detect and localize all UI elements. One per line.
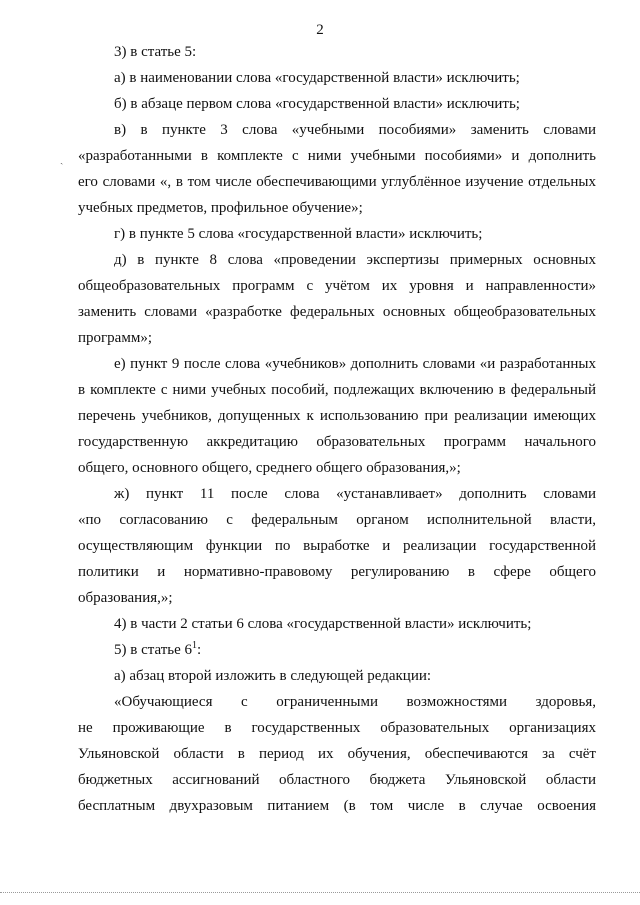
text-line: заменить словами «разработке федеральных основных общеобразовательных <box>78 304 596 320</box>
text-line: б) в абзаце первом слова «государственной власти» исключить; <box>114 96 520 112</box>
text-line: в) в пункте 3 слова «учебными пособиями» заменить словами <box>114 122 596 138</box>
text-line: образования,»; <box>78 590 173 606</box>
text-line: а) в наименовании слова «государственной власти» исключить; <box>114 70 520 86</box>
page-number: 2 <box>316 22 324 38</box>
text-line: «по согласованию с федеральным органом исполнительной власти, <box>78 512 596 528</box>
text-line: 4) в части 2 статьи 6 слова «государственной власти» исключить; <box>114 616 532 632</box>
text-line: программ»; <box>78 330 152 346</box>
margin-mark: ˎ <box>60 154 64 165</box>
text-line: учебных предметов, профильное обучение»; <box>78 200 363 216</box>
text-line: д) в пункте 8 слова «проведении экспертизы примерных основных <box>114 252 596 268</box>
text-line: политики и нормативно-правовому регулированию в сфере общего <box>78 564 596 580</box>
text-line: бюджетных ассигнований областного бюджета Ульяновской области <box>78 772 596 788</box>
text-line <box>78 637 596 663</box>
text-line: общего, основного общего, среднего общего образования,»; <box>78 460 461 476</box>
text-line: осуществляющим функции по выработке и реализации государственной <box>78 538 596 554</box>
superscript: 1 <box>192 640 198 651</box>
text-line: «Обучающиеся с ограниченными возможностями здоровья, <box>114 694 596 710</box>
text-line: бесплатным двухразовым питанием (в том числе в случае освоения <box>78 798 596 814</box>
footer-rule <box>0 892 640 893</box>
text-line: 3) в статье 5: <box>114 44 197 60</box>
text-line: ж) пункт 11 после слова «устанавливает» дополнить словами <box>114 486 596 502</box>
document-body <box>78 39 596 819</box>
text-line: не проживающие в государственных образовательных организациях <box>78 720 596 736</box>
text-fragment: 5) в статье 6 <box>114 642 193 658</box>
text-line: общеобразовательных программ с учётом их уровня и направленности» <box>78 278 596 294</box>
text-line: а) абзац второй изложить в следующей редакции: <box>114 668 432 684</box>
text-fragment: : <box>197 642 202 658</box>
text-line: перечень учебников, допущенных к использованию при реализации имеющих <box>78 408 596 424</box>
text-line: Ульяновской области в период их обучения, обеспечиваются за счёт <box>78 746 596 762</box>
text-line: е) пункт 9 после слова «учебников» дополнить словами «и разработанных <box>114 356 596 372</box>
text-line: «разработанными в комплекте с ними учебными пособиями» и дополнить <box>78 148 596 164</box>
text-line: в комплекте с ними учебных пособий, подлежащих включению в федеральный <box>78 382 596 398</box>
text-line: г) в пункте 5 слова «государственной власти» исключить; <box>114 226 483 242</box>
text-line: его словами «, в том числе обеспечивающими углублённое изучение отдельных <box>78 174 596 190</box>
text-line: государственную аккредитацию образовательных программ начального <box>78 434 596 450</box>
